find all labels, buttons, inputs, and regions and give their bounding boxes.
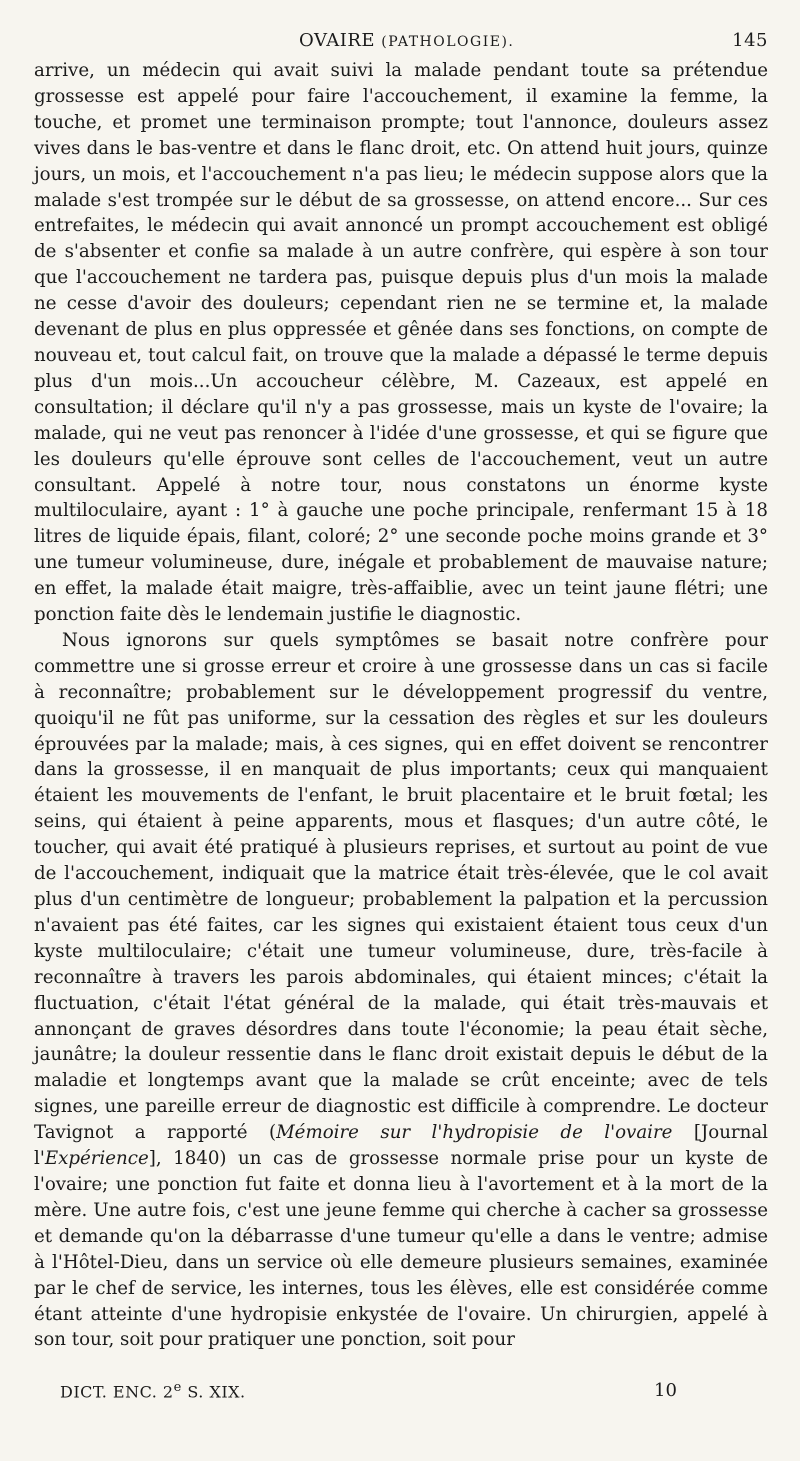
citation-experience: Expérience — [44, 1148, 149, 1170]
sheet-number: 10 — [654, 1380, 677, 1401]
paragraph-2-part-a: Nous ignorons sur quels symptômes se basait notre confrère pour commettre une si grosse erreur et croire à une grossesse dans un cas si facile à reconnaître; probablement sur le développement progressif du ventre, quoiqu'il ne fût pas uniforme, sur la cessation des règles et sur les douleurs éprouvées par la malade; mais, à ces signes, qui en effet doivent se rencontrer dans la grossesse, il en manquait de plus importants; ceux qui manquaient étaient les mouvements de l'enfant, le bruit placentaire et le bruit fœtal; les seins, qui étaient à peine apparents, mous et flasques; d'un autre côté, le toucher, qui avait été pratiqué à plusieurs reprises, et surtout au point de vue de l'accouchement, indiquait que la matrice était très-élevée, que le col avait plus d'un centimètre de longueur; probablement la palpation et la percussion n'avaient pas été faites, car les signes qui existaient étaient tous ceux d'un kyste multiloculaire; c'était une tumeur volumineuse, dure, très-facile à reconnaître à travers les parois abdominales, qui étaient minces; c'était la fluctuation, c'était l'état général de la malade, qui était très-mauvais et annonçant de graves désordres dans toute l'économie; la peau était sèche, jaunâtre; la douleur ressentie dans le flanc droit existait depuis le début de la maladie et longtemps avant que la malade se crût enceinte; avec de tels signes, une pareille erreur de diagnostic est difficile à comprendre. Le docteur Tavignot a rapporté ( — [34, 629, 768, 1144]
body-text — [34, 58, 768, 1353]
paragraph-2 — [34, 628, 768, 1353]
page-number: 145 — [732, 30, 768, 51]
running-head — [34, 30, 768, 54]
signature-mark-sup: e — [173, 1380, 182, 1395]
paragraph-2-part-c: ], 1840) un cas de grossesse normale prise pour un kyste de l'ovaire; une ponction fut faite et donna lieu à l'avortement et à la mort de la mère. Une autre fois, c'est une jeune femme qui cherche à cacher sa grossesse et demande qu'on la débarrasse d'une tumeur qu'elle a dans le ventre; admise à l'Hôtel-Dieu, dans un service où elle demeure plusieurs semaines, examinée par le chef de service, les internes, tous les élèves, elle est considérée comme étant atteinte d'une hydropisie enkystée de l'ovaire. Un chirurgien, appelé à son tour, soit pour pratiquer une ponction, soit pour — [34, 1148, 768, 1351]
citation-memoire: Mémoire sur l'hydropisie de l'ovaire — [276, 1122, 673, 1144]
signature-mark — [60, 1380, 246, 1401]
page — [34, 30, 768, 1353]
running-title-main: OVAIRE — [299, 30, 376, 51]
signature-mark-series: S. XIX. — [181, 1382, 246, 1402]
running-title-subtitle: (PATHOLOGIE). — [381, 34, 515, 50]
signature-mark-text: DICT. ENC. 2 — [60, 1382, 174, 1402]
running-title — [299, 30, 514, 51]
paragraph-1: arrive, un médecin qui avait suivi la malade pendant toute sa prétendue grossesse est appelé pour faire l'accouchement, il examine la femme, la touche, et promet une terminaison prompte; tout l'annonce, douleurs assez vives dans le bas-ventre et dans le flanc droit, etc. On attend huit jours, quinze jours, un mois, et l'accouchement n'a pas lieu; le médecin suppose alors que la malade s'est trompée sur le début de sa grossesse, on attend encore... Sur ces entrefaites, le médecin qui avait annoncé un prompt accouchement est obligé de s'absenter et confie sa malade à un autre confrère, qui espère à son tour que l'accouchement ne tardera pas, puisque depuis plus d'un mois la malade ne cesse d'avoir des douleurs; cependant rien ne se termine et, la malade devenant de plus en plus oppressée et gênée dans ses fonctions, on compte de nouveau et, tout calcul fait, on trouve que la malade a dépassé le terme depuis plus d'un mois...Un accoucheur célèbre, M. Cazeaux, est appelé en consultation; il déclare qu'il n'y a pas grossesse, mais un kyste de l'ovaire; la malade, qui ne veut pas renoncer à l'idée d'une grossesse, et qui se figure que les douleurs qu'elle éprouve sont celles de l'accouchement, veut un autre consultant. Appelé à notre tour, nous constatons un énorme kyste multiloculaire, ayant : 1° à gauche une poche principale, renfermant 15 à 18 litres de liquide épais, filant, coloré; 2° une seconde poche moins grande et 3° une tumeur volumineuse, dure, inégale et probablement de mauvaise nature; en effet, la malade était maigre, très-affaiblie, avec un teint jaune flétri; une ponction faite dès le lendemain justifie le diagnostic. — [34, 60, 768, 626]
footer — [60, 1380, 760, 1404]
paragraph-2-part-b: [Journal l' — [34, 1122, 768, 1170]
